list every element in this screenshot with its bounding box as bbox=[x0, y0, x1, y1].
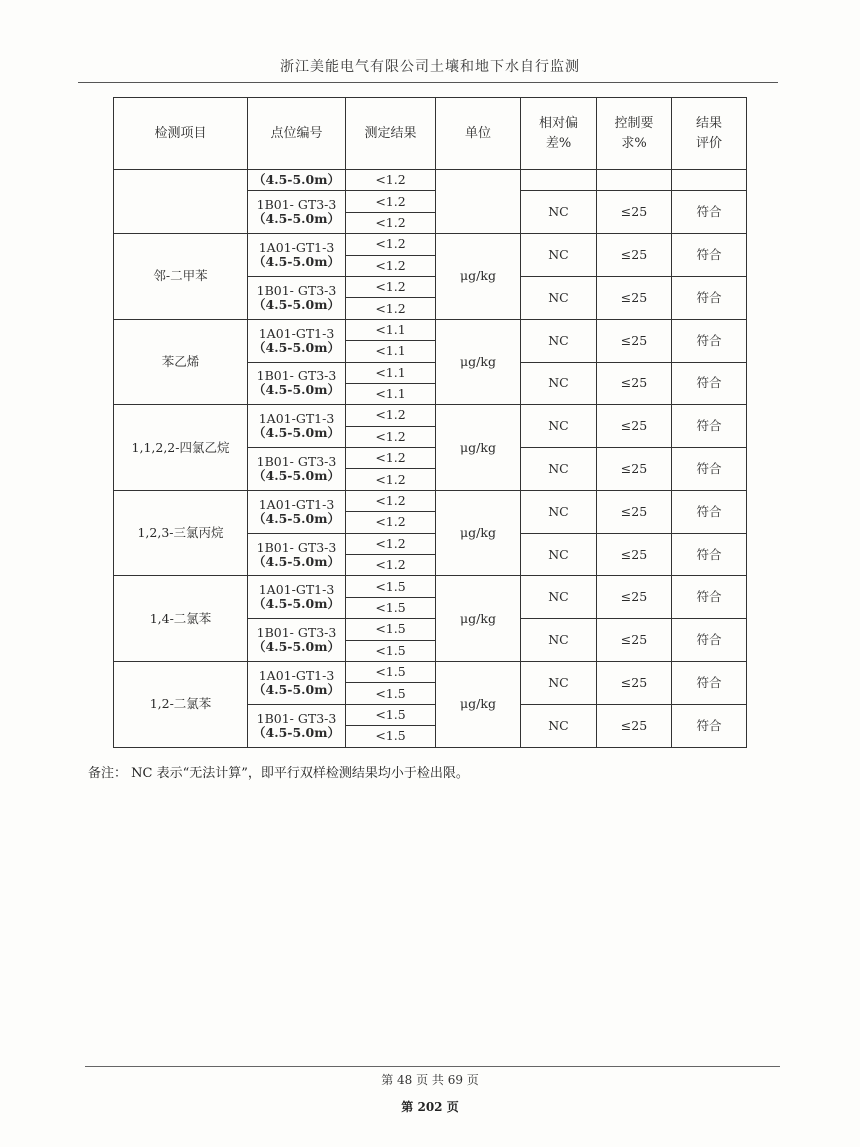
evaluation-cell: 符合 bbox=[672, 362, 747, 405]
result-cell: <1.2 bbox=[346, 234, 436, 255]
header-divider bbox=[78, 82, 778, 83]
point-cell: 1B01- GT3-3 （4.5-5.0m） bbox=[248, 704, 346, 747]
item-cell: 邻-二甲苯 bbox=[114, 234, 248, 320]
total-page-number: 第 202 页 bbox=[401, 1100, 459, 1114]
point-depth-cell: （4.5-5.0m） bbox=[248, 170, 346, 191]
point-cell: 1B01- GT3-3 （4.5-5.0m） bbox=[248, 619, 346, 662]
point-cell: 1B01- GT3-3 （4.5-5.0m） bbox=[248, 362, 346, 405]
control-cell: ≤25 bbox=[597, 576, 672, 619]
result-cell: <1.1 bbox=[346, 341, 436, 362]
result-cell: <1.2 bbox=[346, 276, 436, 297]
col-header-point: 点位编号 bbox=[248, 98, 346, 170]
unit-cell-continued bbox=[436, 170, 521, 234]
rel-dev-cell: NC bbox=[521, 234, 597, 277]
point-cell: 1B01- GT3-3 （4.5-5.0m） bbox=[248, 191, 346, 234]
result-cell: <1.5 bbox=[346, 597, 436, 618]
evaluation-cell: 符合 bbox=[672, 576, 747, 619]
evaluation-cell: 符合 bbox=[672, 704, 747, 747]
point-cell: 1A01-GT1-3 （4.5-5.0m） bbox=[248, 319, 346, 362]
unit-cell: μg/kg bbox=[436, 490, 521, 576]
result-cell: <1.2 bbox=[346, 212, 436, 233]
table-row bbox=[114, 490, 747, 511]
evaluation-cell: 符合 bbox=[672, 661, 747, 704]
unit-cell: μg/kg bbox=[436, 234, 521, 320]
rel-dev-cell: NC bbox=[521, 704, 597, 747]
evaluation-cell: 符合 bbox=[672, 234, 747, 277]
col-header-control: 控制要求% bbox=[597, 98, 672, 170]
page-header-title: 浙江美能电气有限公司土壤和地下水自行监测 bbox=[280, 59, 580, 75]
evaluation-cell: 符合 bbox=[672, 319, 747, 362]
evaluation-cell: 符合 bbox=[672, 276, 747, 319]
control-cell: ≤25 bbox=[597, 490, 672, 533]
item-cell-continued bbox=[114, 170, 248, 234]
qc-results-table bbox=[113, 97, 747, 748]
point-cell: 1A01-GT1-3 （4.5-5.0m） bbox=[248, 234, 346, 277]
rel-dev-cell: NC bbox=[521, 576, 597, 619]
item-cell: 苯乙烯 bbox=[114, 319, 248, 405]
rel-dev-cell: NC bbox=[521, 276, 597, 319]
control-cell bbox=[597, 170, 672, 191]
result-cell: <1.2 bbox=[346, 490, 436, 511]
col-header-evaluation: 结果评价 bbox=[672, 98, 747, 170]
control-cell: ≤25 bbox=[597, 448, 672, 491]
table-row bbox=[114, 661, 747, 682]
table-row bbox=[114, 576, 747, 597]
result-cell: <1.2 bbox=[346, 255, 436, 276]
unit-cell: μg/kg bbox=[436, 319, 521, 405]
footer-divider bbox=[85, 1066, 780, 1067]
rel-dev-cell: NC bbox=[521, 405, 597, 448]
point-cell: 1A01-GT1-3 （4.5-5.0m） bbox=[248, 661, 346, 704]
result-cell: <1.2 bbox=[346, 170, 436, 191]
page-number: 第 48 页 共 69 页 bbox=[381, 1073, 479, 1087]
rel-dev-cell: NC bbox=[521, 619, 597, 662]
control-cell: ≤25 bbox=[597, 704, 672, 747]
control-cell: ≤25 bbox=[597, 405, 672, 448]
unit-cell: μg/kg bbox=[436, 576, 521, 662]
item-cell: 1,4-二氯苯 bbox=[114, 576, 248, 662]
table-row bbox=[114, 319, 747, 340]
rel-dev-cell bbox=[521, 170, 597, 191]
point-cell: 1A01-GT1-3 （4.5-5.0m） bbox=[248, 490, 346, 533]
evaluation-cell: 符合 bbox=[672, 448, 747, 491]
result-cell: <1.5 bbox=[346, 726, 436, 747]
col-header-result: 测定结果 bbox=[346, 98, 436, 170]
evaluation-cell bbox=[672, 170, 747, 191]
result-cell: <1.5 bbox=[346, 576, 436, 597]
control-cell: ≤25 bbox=[597, 276, 672, 319]
result-cell: <1.5 bbox=[346, 640, 436, 661]
result-cell: <1.2 bbox=[346, 405, 436, 426]
result-cell: <1.5 bbox=[346, 704, 436, 725]
rel-dev-cell: NC bbox=[521, 362, 597, 405]
unit-cell: μg/kg bbox=[436, 405, 521, 491]
evaluation-cell: 符合 bbox=[672, 619, 747, 662]
result-cell: <1.2 bbox=[346, 469, 436, 490]
rel-dev-cell: NC bbox=[521, 448, 597, 491]
evaluation-cell: 符合 bbox=[672, 533, 747, 576]
result-cell: <1.2 bbox=[346, 448, 436, 469]
rel-dev-cell: NC bbox=[521, 533, 597, 576]
rel-dev-cell: NC bbox=[521, 661, 597, 704]
item-cell: 1,2,3-三氯丙烷 bbox=[114, 490, 248, 576]
point-cell: 1A01-GT1-3 （4.5-5.0m） bbox=[248, 405, 346, 448]
item-cell: 1,1,2,2-四氯乙烷 bbox=[114, 405, 248, 491]
result-cell: <1.2 bbox=[346, 533, 436, 554]
result-cell: <1.2 bbox=[346, 512, 436, 533]
result-cell: <1.1 bbox=[346, 383, 436, 404]
footnote: 备注： NC 表示“无法计算”，即平行双样检测结果均小于检出限。 bbox=[88, 766, 469, 781]
result-cell: <1.1 bbox=[346, 319, 436, 340]
control-cell: ≤25 bbox=[597, 234, 672, 277]
result-cell: <1.2 bbox=[346, 191, 436, 212]
evaluation-cell: 符合 bbox=[672, 405, 747, 448]
result-cell: <1.5 bbox=[346, 683, 436, 704]
item-cell: 1,2-二氯苯 bbox=[114, 661, 248, 747]
result-cell: <1.2 bbox=[346, 555, 436, 576]
rel-dev-cell: NC bbox=[521, 490, 597, 533]
rel-dev-cell: NC bbox=[521, 319, 597, 362]
control-cell: ≤25 bbox=[597, 619, 672, 662]
evaluation-cell: 符合 bbox=[672, 191, 747, 234]
result-cell: <1.2 bbox=[346, 298, 436, 319]
unit-cell: μg/kg bbox=[436, 661, 521, 747]
control-cell: ≤25 bbox=[597, 533, 672, 576]
result-cell: <1.5 bbox=[346, 661, 436, 682]
table-row bbox=[114, 405, 747, 426]
col-header-item: 检测项目 bbox=[114, 98, 248, 170]
point-cell: 1A01-GT1-3 （4.5-5.0m） bbox=[248, 576, 346, 619]
result-cell: <1.5 bbox=[346, 619, 436, 640]
table-row bbox=[114, 170, 747, 191]
point-cell: 1B01- GT3-3 （4.5-5.0m） bbox=[248, 533, 346, 576]
result-cell: <1.2 bbox=[346, 426, 436, 447]
table-row bbox=[114, 234, 747, 255]
point-cell: 1B01- GT3-3 （4.5-5.0m） bbox=[248, 448, 346, 491]
table-header-row bbox=[114, 98, 747, 170]
col-header-rel-dev: 相对偏差% bbox=[521, 98, 597, 170]
result-cell: <1.1 bbox=[346, 362, 436, 383]
rel-dev-cell: NC bbox=[521, 191, 597, 234]
col-header-unit: 单位 bbox=[436, 98, 521, 170]
control-cell: ≤25 bbox=[597, 362, 672, 405]
point-cell: 1B01- GT3-3 （4.5-5.0m） bbox=[248, 276, 346, 319]
control-cell: ≤25 bbox=[597, 661, 672, 704]
control-cell: ≤25 bbox=[597, 191, 672, 234]
control-cell: ≤25 bbox=[597, 319, 672, 362]
evaluation-cell: 符合 bbox=[672, 490, 747, 533]
